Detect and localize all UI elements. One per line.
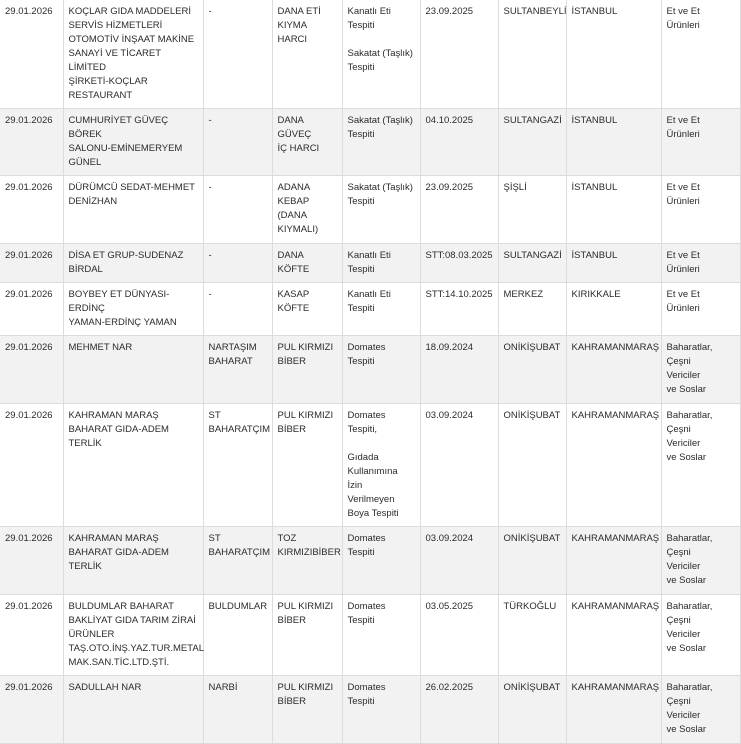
cell-detection-date: STT:14.10.2025 [420,283,498,336]
cell-product-group: Et ve Et Ürünleri [661,0,740,109]
cell-product-group: Baharatlar, Çeşni Vericiler ve Soslar [661,404,740,527]
cell-detection-date: 03.09.2024 [420,527,498,595]
cell-brand: - [203,176,272,244]
cell-detection-date: 23.09.2025 [420,176,498,244]
cell-product-group: Baharatlar, Çeşni Vericiler ve Soslar [661,527,740,595]
cell-detection-date: 23.09.2025 [420,0,498,109]
cell-violation: Kanatlı Eti Tespiti [342,283,420,336]
cell-company: BULDUMLAR BAHARAT BAKLİYAT GIDA TARIM ZİRAİ ÜRÜNLER TAŞ.OTO.İNŞ.YAZ.TUR.METAL MAK.SAN.TİC.LTD.ŞTİ. [63,595,203,676]
cell-announcement-date: 29.01.2026 [0,336,63,404]
cell-district: SULTANGAZİ [498,109,566,176]
table-row [0,0,740,109]
cell-company: KOÇLAR GIDA MADDELERİ SERVİS HİZMETLERİ OTOMOTİV İNŞAAT MAKİNE SANAYİ VE TİCARET LİMİTED ŞİRKETİ-KOÇLAR RESTAURANT [63,0,203,109]
cell-violation: Domates Tespiti [342,595,420,676]
table-row [0,676,740,744]
cell-province: KAHRAMANMARAŞ [566,676,661,744]
cell-district: SULTANGAZİ [498,244,566,283]
cell-product-group: Et ve Et Ürünleri [661,244,740,283]
cell-district: ONİKİŞUBAT [498,676,566,744]
cell-violation: Kanatlı Eti Tespiti Sakatat (Taşlık) Tespiti [342,0,420,109]
cell-announcement-date: 29.01.2026 [0,283,63,336]
cell-violation: Sakatat (Taşlık) Tespiti [342,109,420,176]
cell-district: ONİKİŞUBAT [498,404,566,527]
cell-violation: Kanatlı Eti Tespiti [342,244,420,283]
cell-product: TOZ KIRMIZIBİBER [272,527,342,595]
cell-product-group: Baharatlar, Çeşni Vericiler ve Soslar [661,595,740,676]
cell-province: KAHRAMANMARAŞ [566,527,661,595]
cell-company: SADULLAH NAR [63,676,203,744]
cell-violation: Domates Tespiti [342,676,420,744]
cell-product: PUL KIRMIZI BİBER [272,336,342,404]
cell-province: İSTANBUL [566,109,661,176]
cell-brand: - [203,0,272,109]
cell-product: PUL KIRMIZI BİBER [272,595,342,676]
cell-announcement-date: 29.01.2026 [0,676,63,744]
cell-violation: Domates Tespiti [342,336,420,404]
cell-district: TÜRKOĞLU [498,595,566,676]
cell-detection-date: 03.05.2025 [420,595,498,676]
cell-product-group: Et ve Et Ürünleri [661,109,740,176]
cell-district: ONİKİŞUBAT [498,527,566,595]
cell-violation: Domates Tespiti, Gıdada Kullanımına İzin Verilmeyen Boya Tespiti [342,404,420,527]
cell-product: PUL KIRMIZI BİBER [272,676,342,744]
cell-detection-date: STT:08.03.2025 [420,244,498,283]
cell-product: DANA KÖFTE [272,244,342,283]
cell-brand: - [203,109,272,176]
cell-detection-date: 04.10.2025 [420,109,498,176]
cell-announcement-date: 29.01.2026 [0,527,63,595]
cell-province: İSTANBUL [566,176,661,244]
cell-district: ONİKİŞUBAT [498,336,566,404]
table-row [0,109,740,176]
cell-announcement-date: 29.01.2026 [0,109,63,176]
cell-brand: NARBİ [203,676,272,744]
table-row [0,595,740,676]
cell-product-group: Et ve Et Ürünleri [661,176,740,244]
cell-district: SULTANBEYLİ [498,0,566,109]
cell-announcement-date: 29.01.2026 [0,595,63,676]
cell-product: PUL KIRMIZI BİBER [272,404,342,527]
cell-product: ADANA KEBAP (DANA KIYMALI) [272,176,342,244]
cell-company: CUMHURİYET GÜVEÇ BÖREK SALONU-EMİNEMERYEM GÜNEL [63,109,203,176]
cell-brand: BULDUMLAR [203,595,272,676]
cell-company: KAHRAMAN MARAŞ BAHARAT GIDA-ADEM TERLİK [63,527,203,595]
cell-company: MEHMET NAR [63,336,203,404]
cell-detection-date: 03.09.2024 [420,404,498,527]
cell-product-group: Baharatlar, Çeşni Vericiler ve Soslar [661,336,740,404]
cell-district: MERKEZ [498,283,566,336]
cell-brand: ST BAHARATÇIM [203,527,272,595]
table-row [0,527,740,595]
cell-province: KAHRAMANMARAŞ [566,336,661,404]
cell-company: DİSA ET GRUP-SUDENAZ BİRDAL [63,244,203,283]
cell-province: İSTANBUL [566,0,661,109]
cell-product-group: Et ve Et Ürünleri [661,283,740,336]
cell-announcement-date: 29.01.2026 [0,244,63,283]
cell-product: DANA GÜVEÇ İÇ HARCI [272,109,342,176]
cell-brand: ST BAHARATÇIM [203,404,272,527]
cell-company: BOYBEY ET DÜNYASI-ERDİNÇ YAMAN-ERDİNÇ YAMAN [63,283,203,336]
cell-company: KAHRAMAN MARAŞ BAHARAT GIDA-ADEM TERLİK [63,404,203,527]
cell-announcement-date: 29.01.2026 [0,404,63,527]
cell-district: ŞİŞLİ [498,176,566,244]
cell-province: İSTANBUL [566,244,661,283]
cell-detection-date: 18.09.2024 [420,336,498,404]
table-row [0,244,740,283]
cell-announcement-date: 29.01.2026 [0,176,63,244]
cell-detection-date: 26.02.2025 [420,676,498,744]
cell-product: KASAP KÖFTE [272,283,342,336]
cell-brand: - [203,244,272,283]
cell-province: KIRIKKALE [566,283,661,336]
cell-violation: Sakatat (Taşlık) Tespiti [342,176,420,244]
cell-brand: - [203,283,272,336]
table-row [0,336,740,404]
cell-brand: NARTAŞIM BAHARAT [203,336,272,404]
cell-company: DÜRÜMCÜ SEDAT-MEHMET DENİZHAN [63,176,203,244]
cell-product: DANA ETİ KIYMA HARCI [272,0,342,109]
table-row [0,404,740,527]
cell-violation: Domates Tespiti [342,527,420,595]
cell-announcement-date: 29.01.2026 [0,0,63,109]
cell-province: KAHRAMANMARAŞ [566,595,661,676]
cell-product-group: Baharatlar, Çeşni Vericiler ve Soslar [661,676,740,744]
cell-province: KAHRAMANMARAŞ [566,404,661,527]
table-row [0,176,740,244]
table-row [0,283,740,336]
